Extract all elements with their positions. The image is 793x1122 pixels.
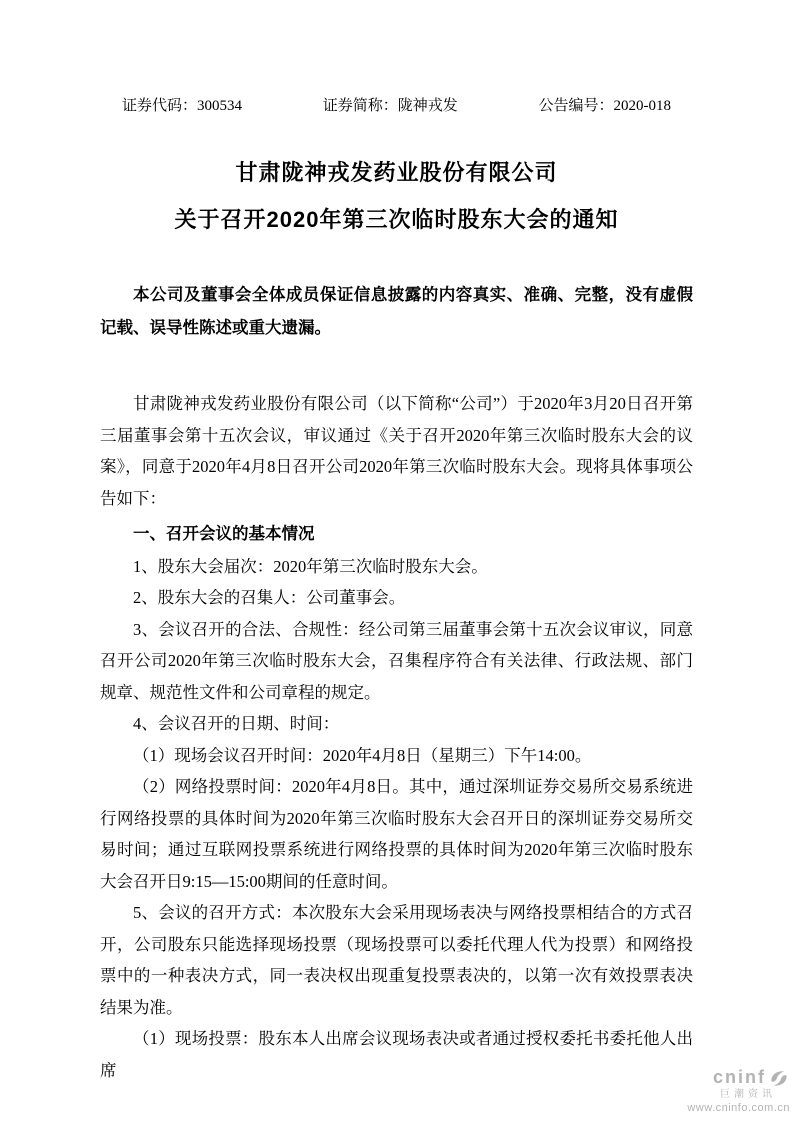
company-title: 甘肃陇神戎发药业股份有限公司	[235, 160, 558, 185]
paragraph: 3、会议召开的合法、合规性：经公司第三届董事会第十五次会议审议，同意召开公司2020年第三次临时股东大会，召集程序符合有关法律、行政法规、部门规章、规范性文件和公司章程的规定。	[100, 619, 693, 702]
paragraph: （1）现场会议召开时间：2020年4月8日（星期三）下午14:00。	[133, 745, 592, 765]
cninfo-url: www.cninfo.com.cn	[687, 1101, 790, 1114]
cninfo-brand-text: cninf	[713, 1067, 766, 1087]
cninfo-chinese-name: 巨潮资讯	[720, 1088, 776, 1100]
section-heading: 一、召开会议的基本情况	[133, 525, 315, 543]
paragraph: 1、股东大会届次：2020年第三次临时股东大会。	[133, 556, 488, 576]
cninfo-brand-row	[687, 1068, 790, 1088]
paragraph: （2）网络投票时间：2020年4月8日。其中，通过深圳证券交易所交易系统进行网络投票的具体时间为2020年第三次临时股东大会召开日的深圳证券交易所交易时间；通过互联网投票系统进行网络投票的具体时间为2020年第三次临时股东大会召开日9:15—15:00期间的任意时间。	[100, 777, 693, 891]
disclaimer-statement: 本公司及董事会全体成员保证信息披露的内容真实、准确、完整，没有虚假记载、误导性陈述或重大遗漏。	[100, 286, 693, 337]
document-body	[100, 388, 693, 1086]
announcement-number: 公告编号：2020-018	[538, 98, 671, 114]
paragraph: 甘肃陇神戎发药业股份有限公司（以下简称“公司”）于2020年3月20日召开第三届董事会第十五次会议，审议通过《关于召开2020年第三次临时股东大会的议案》，同意于2020年4月8日召开公司2020年第三次临时股东大会。现将具体事项公告如下：	[100, 394, 693, 508]
notice-subtitle: 关于召开2020年第三次临时股东大会的通知	[174, 207, 619, 232]
paragraph: 5、会议的召开方式：本次股东大会采用现场表决与网络投票相结合的方式召开，公司股东只能选择现场投票（现场投票可以委托代理人代为投票）和网络投票中的一种表决方式，同一表决权出现重复投票表决的，以第一次有效投票表决结果为准。	[100, 903, 693, 1017]
stock-name: 证券简称：陇神戎发	[322, 98, 458, 114]
page-content	[100, 0, 693, 1086]
paragraph: （1）现场投票：股东本人出席会议现场表决或者通过授权委托书委托他人出席	[100, 1029, 693, 1080]
stock-code: 证券代码：300534	[122, 98, 243, 114]
paragraph: 2、股东大会的召集人：公司董事会。	[133, 588, 406, 607]
cninfo-watermark	[687, 1068, 790, 1114]
cninfo-swirl-icon	[768, 1068, 790, 1088]
securities-header	[100, 96, 693, 116]
title-block	[100, 160, 693, 233]
paragraph: 4、会议召开的日期、时间：	[133, 714, 340, 733]
